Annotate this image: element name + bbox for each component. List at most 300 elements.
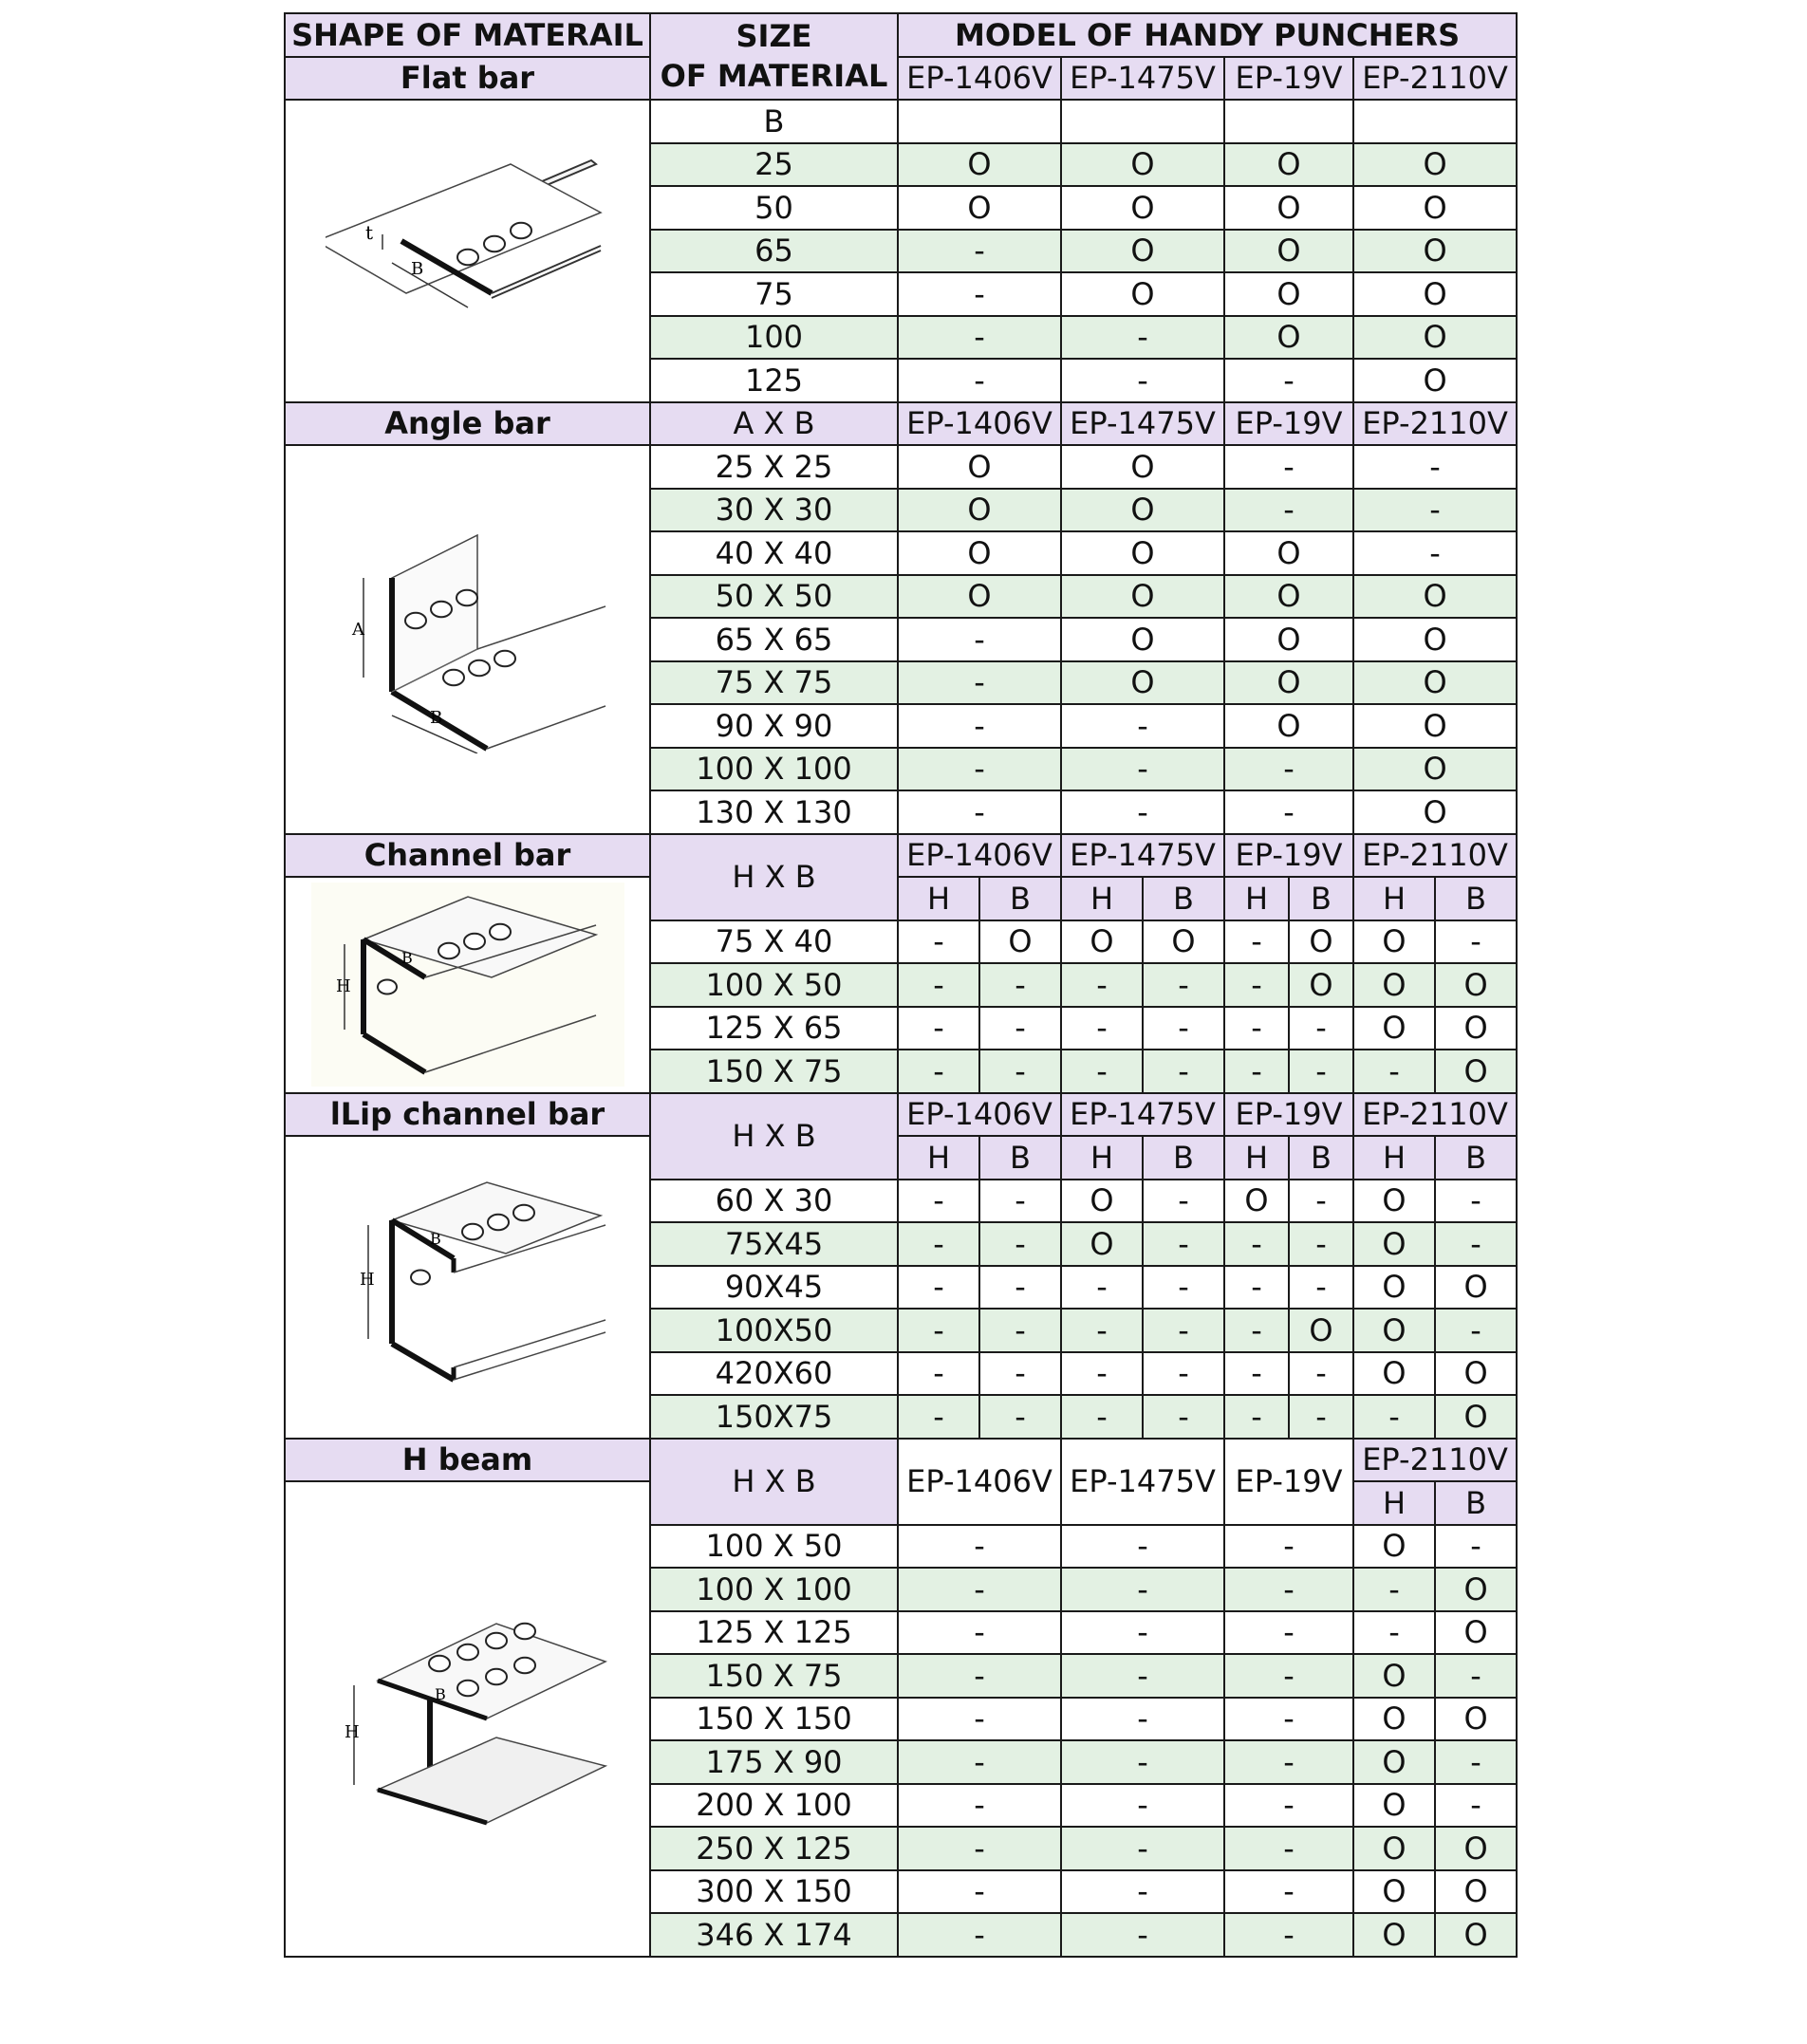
angle-mark-cell: - (1061, 790, 1224, 834)
lip-mark-cell: O (1435, 1266, 1517, 1310)
angle-mark-cell: O (1353, 748, 1517, 791)
flat-mark-cell: - (898, 316, 1061, 360)
lip-mark-cell: - (898, 1352, 979, 1396)
hbeam-mark-cell: - (1061, 1611, 1224, 1655)
channel-h-label: H (335, 976, 351, 997)
angle-mark-cell: O (1061, 489, 1224, 532)
angle-mark-cell: O (1224, 531, 1353, 575)
channel-mark-cell: - (1289, 1050, 1353, 1093)
flat-mark-cell: O (1224, 272, 1353, 316)
hbeam-mark-cell: - (1061, 1913, 1224, 1957)
channel-mark-cell: - (1224, 1007, 1289, 1050)
hbeam-mark-cell: - (1061, 1698, 1224, 1741)
lip-mark-cell: - (898, 1266, 979, 1310)
hbeam-sub-h-header: H (1353, 1481, 1435, 1525)
channel-mark-cell: O (979, 920, 1061, 964)
hbeam-mark-cell: O (1353, 1654, 1435, 1698)
table-row (285, 57, 1517, 101)
hbeam-size-cell: 175 X 90 (650, 1740, 898, 1784)
lip-sub-b-header: B (1289, 1136, 1353, 1180)
lip-sub-b-header: B (1435, 1136, 1517, 1180)
angle-bar-diagram-svg (326, 526, 610, 753)
hbeam-mark-cell: O (1435, 1913, 1517, 1957)
channel-b-label: B (401, 949, 413, 968)
channel-mark-cell: - (1289, 1007, 1353, 1050)
channel-mark-cell: - (1143, 963, 1224, 1007)
angle-mark-cell: O (898, 531, 1061, 575)
angle-mark-cell: - (898, 618, 1061, 661)
flat-mark-cell: O (898, 186, 1061, 230)
empty-cell (1224, 100, 1353, 143)
lip-mark-cell: - (1289, 1180, 1353, 1223)
hbeam-mark-cell: - (898, 1568, 1061, 1611)
angle-mark-cell: O (1061, 575, 1224, 619)
hbeam-mark-cell: - (1061, 1784, 1224, 1828)
hbeam-mark-cell: - (1435, 1740, 1517, 1784)
channel-mark-cell: - (898, 963, 979, 1007)
channel-mark-cell: O (1289, 920, 1353, 964)
hbeam-mark-cell: - (898, 1870, 1061, 1914)
angle-mark-cell: O (1061, 445, 1224, 489)
flat-mark-cell: - (1061, 359, 1224, 402)
flat-model-header: EP-1406V (898, 57, 1061, 101)
lip-mark-cell: - (1143, 1395, 1224, 1439)
channel-mark-cell: O (1353, 1007, 1435, 1050)
lip-mark-cell: - (1143, 1222, 1224, 1266)
flat-size-cell: 125 (650, 359, 898, 402)
hbeam-mark-cell: O (1353, 1784, 1435, 1828)
angle-mark-cell: O (1061, 618, 1224, 661)
channel-mark-cell: O (1353, 963, 1435, 1007)
lip-mark-cell: O (1289, 1309, 1353, 1352)
angle-model-header: EP-1475V (1061, 402, 1224, 446)
flat-mark-cell: - (898, 359, 1061, 402)
channel-mark-cell: O (1435, 1007, 1517, 1050)
lip-mark-cell: - (1224, 1309, 1289, 1352)
lip-size-label: H X B (650, 1093, 898, 1180)
empty-cell (1061, 100, 1224, 143)
hbeam-mark-cell: - (1061, 1827, 1224, 1870)
hbeam-mark-cell: - (1435, 1784, 1517, 1828)
angle-mark-cell: O (1353, 575, 1517, 619)
flat-mark-cell: O (1224, 143, 1353, 187)
lip-model-header: EP-1406V (898, 1093, 1061, 1137)
hbeam-size-cell: 100 X 50 (650, 1525, 898, 1569)
lip-mark-cell: - (1143, 1352, 1224, 1396)
flat-b-label: B (410, 259, 423, 280)
hbeam-mark-cell: - (1061, 1568, 1224, 1611)
lip-mark-cell: - (1224, 1222, 1289, 1266)
hbeam-mark-cell: - (898, 1611, 1061, 1655)
flat-mark-cell: O (1353, 186, 1517, 230)
hbeam-size-cell: 200 X 100 (650, 1784, 898, 1828)
lip-mark-cell: - (1435, 1180, 1517, 1223)
table-row (285, 1093, 1517, 1137)
channel-mark-cell: - (898, 1050, 979, 1093)
angle-mark-cell: - (898, 661, 1061, 705)
angle-mark-cell: O (1353, 790, 1517, 834)
angle-mark-cell: O (898, 445, 1061, 489)
angle-size-label: A X B (650, 402, 898, 446)
lip-channel-bar-diagram-svg (326, 1173, 610, 1401)
table-row (285, 834, 1517, 878)
table-row (285, 877, 1517, 920)
angle-size-cell: 90 X 90 (650, 704, 898, 748)
hbeam-size-cell: 125 X 125 (650, 1611, 898, 1655)
hbeam-mark-cell: O (1435, 1870, 1517, 1914)
channel-bar-diagram (285, 877, 650, 1093)
channel-mark-cell: - (1224, 920, 1289, 964)
lip-mark-cell: - (979, 1222, 1061, 1266)
angle-mark-cell: - (1224, 445, 1353, 489)
lip-mark-cell: O (1224, 1180, 1289, 1223)
hbeam-mark-cell: - (1224, 1654, 1353, 1698)
hbeam-mark-cell: - (1061, 1870, 1224, 1914)
flat-section-title: Flat bar (285, 57, 650, 101)
flat-size-cell: 75 (650, 272, 898, 316)
flat-mark-cell: - (898, 230, 1061, 273)
flat-mark-cell: O (1353, 230, 1517, 273)
channel-mark-cell: - (979, 963, 1061, 1007)
flat-mark-cell: - (1224, 359, 1353, 402)
lip-mark-cell: - (1435, 1309, 1517, 1352)
angle-size-cell: 75 X 75 (650, 661, 898, 705)
lip-mark-cell: - (979, 1352, 1061, 1396)
angle-mark-cell: O (1353, 661, 1517, 705)
channel-sub-b-header: B (1143, 877, 1224, 920)
lip-mark-cell: - (979, 1395, 1061, 1439)
channel-section-title: Channel bar (285, 834, 650, 878)
angle-mark-cell: - (898, 790, 1061, 834)
channel-mark-cell: - (1143, 1050, 1224, 1093)
channel-sub-b-header: B (979, 877, 1061, 920)
hbeam-mark-cell: - (898, 1740, 1061, 1784)
lip-h-label: H (359, 1270, 375, 1291)
angle-size-cell: 30 X 30 (650, 489, 898, 532)
h-beam-diagram-svg (326, 1605, 610, 1832)
empty-cell (898, 100, 1061, 143)
angle-mark-cell: - (1353, 531, 1517, 575)
flat-model-header: EP-2110V (1353, 57, 1517, 101)
hbeam-mark-cell: - (1435, 1654, 1517, 1698)
lip-sub-h-header: H (1061, 1136, 1143, 1180)
channel-size-label: H X B (650, 834, 898, 920)
hbeam-size-cell: 250 X 125 (650, 1827, 898, 1870)
hbeam-mark-cell: - (1224, 1740, 1353, 1784)
lip-mark-cell: - (1289, 1352, 1353, 1396)
channel-sub-b-header: B (1435, 877, 1517, 920)
flat-mark-cell: O (1353, 143, 1517, 187)
models-column-header: MODEL OF HANDY PUNCHERS (898, 13, 1517, 57)
channel-mark-cell: O (1435, 963, 1517, 1007)
lip-mark-cell: - (1061, 1266, 1143, 1310)
hbeam-mark-cell: - (898, 1827, 1061, 1870)
angle-mark-cell: - (1061, 704, 1224, 748)
angle-a-label: A (351, 619, 364, 640)
channel-mark-cell: - (1061, 963, 1143, 1007)
flat-mark-cell: O (1224, 230, 1353, 273)
channel-mark-cell: - (898, 920, 979, 964)
hbeam-sub-b-header: B (1435, 1481, 1517, 1525)
channel-mark-cell: - (1435, 920, 1517, 964)
angle-bar-diagram (285, 445, 650, 834)
lip-mark-cell: O (1435, 1352, 1517, 1396)
lip-mark-cell: - (1224, 1266, 1289, 1310)
lip-size-cell: 150X75 (650, 1395, 898, 1439)
hbeam-mark-cell: - (1224, 1784, 1353, 1828)
angle-model-header: EP-2110V (1353, 402, 1517, 446)
hbeam-size-cell: 150 X 75 (650, 1654, 898, 1698)
channel-mark-cell: - (1224, 963, 1289, 1007)
hbeam-mark-cell: - (1224, 1568, 1353, 1611)
lip-mark-cell: O (1353, 1266, 1435, 1310)
hbeam-mark-cell: - (1224, 1913, 1353, 1957)
hbeam-mark-cell: O (1353, 1698, 1435, 1741)
hbeam-mark-cell: - (898, 1784, 1061, 1828)
angle-mark-cell: O (1353, 618, 1517, 661)
channel-size-cell: 125 X 65 (650, 1007, 898, 1050)
angle-section-title: Angle bar (285, 402, 650, 446)
flat-model-header: EP-1475V (1061, 57, 1224, 101)
channel-mark-cell: O (1061, 920, 1143, 964)
hbeam-size-cell: 346 X 174 (650, 1913, 898, 1957)
angle-model-header: EP-1406V (898, 402, 1061, 446)
hbeam-mark-cell: O (1353, 1740, 1435, 1784)
hbeam-mark-cell: - (1353, 1611, 1435, 1655)
hbeam-model-header: EP-19V (1224, 1439, 1353, 1525)
hbeam-b-label: B (434, 1685, 446, 1704)
channel-sub-h-header: H (1224, 877, 1289, 920)
table-row (285, 1136, 1517, 1180)
angle-size-cell: 130 X 130 (650, 790, 898, 834)
lip-mark-cell: O (1353, 1352, 1435, 1396)
angle-mark-cell: - (1353, 445, 1517, 489)
angle-mark-cell: O (1224, 575, 1353, 619)
empty-cell (1353, 100, 1517, 143)
h-beam-diagram (285, 1481, 650, 1957)
flat-size-cell: 100 (650, 316, 898, 360)
lip-mark-cell: - (1061, 1395, 1143, 1439)
angle-mark-cell: O (1224, 618, 1353, 661)
lip-b-label: B (429, 1230, 441, 1249)
angle-mark-cell: O (1353, 704, 1517, 748)
angle-mark-cell: - (1224, 790, 1353, 834)
lip-mark-cell: - (1061, 1352, 1143, 1396)
shape-column-header: SHAPE OF MATERAIL (285, 13, 650, 57)
angle-model-header: EP-19V (1224, 402, 1353, 446)
flat-mark-cell: O (1061, 186, 1224, 230)
lip-mark-cell: - (1353, 1395, 1435, 1439)
flat-mark-cell: O (898, 143, 1061, 187)
channel-mark-cell: - (1061, 1050, 1143, 1093)
hbeam-mark-cell: - (898, 1654, 1061, 1698)
channel-model-header: EP-2110V (1353, 834, 1517, 878)
lip-sub-b-header: B (1143, 1136, 1224, 1180)
hbeam-model-header: EP-1406V (898, 1439, 1061, 1525)
lip-mark-cell: O (1353, 1309, 1435, 1352)
lip-mark-cell: - (1224, 1352, 1289, 1396)
flat-mark-cell: - (898, 272, 1061, 316)
angle-mark-cell: O (1061, 531, 1224, 575)
hbeam-mark-cell: - (1061, 1525, 1224, 1569)
hbeam-mark-cell: - (898, 1913, 1061, 1957)
lip-mark-cell: - (979, 1309, 1061, 1352)
lip-mark-cell: O (1061, 1180, 1143, 1223)
hbeam-mark-cell: O (1353, 1913, 1435, 1957)
channel-mark-cell: O (1353, 920, 1435, 964)
lip-sub-h-header: H (1353, 1136, 1435, 1180)
hbeam-model-header: EP-2110V (1353, 1439, 1517, 1482)
lip-bar-diagram (285, 1136, 650, 1439)
channel-mark-cell: - (1353, 1050, 1435, 1093)
lip-section-title: lLip channel bar (285, 1093, 650, 1137)
channel-size-cell: 150 X 75 (650, 1050, 898, 1093)
channel-mark-cell: O (1289, 963, 1353, 1007)
angle-mark-cell: O (898, 489, 1061, 532)
hbeam-section-title: H beam (285, 1439, 650, 1482)
angle-size-cell: 40 X 40 (650, 531, 898, 575)
lip-mark-cell: - (898, 1180, 979, 1223)
flat-mark-cell: O (1224, 186, 1353, 230)
flat-mark-cell: O (1353, 316, 1517, 360)
lip-sub-h-header: H (1224, 1136, 1289, 1180)
lip-mark-cell: - (1143, 1309, 1224, 1352)
channel-bar-diagram-svg (311, 883, 624, 1087)
angle-mark-cell: - (1061, 748, 1224, 791)
flat-size-cell: 25 (650, 143, 898, 187)
flat-mark-cell: - (1061, 316, 1224, 360)
table-row (285, 1439, 1517, 1482)
channel-mark-cell: - (979, 1050, 1061, 1093)
channel-sub-b-header: B (1289, 877, 1353, 920)
angle-mark-cell: O (1224, 661, 1353, 705)
angle-mark-cell: O (1061, 661, 1224, 705)
angle-size-cell: 65 X 65 (650, 618, 898, 661)
channel-mark-cell: - (1224, 1050, 1289, 1093)
lip-sub-b-header: B (979, 1136, 1061, 1180)
lip-sub-h-header: H (898, 1136, 979, 1180)
size-header-line1: SIZE (736, 17, 812, 54)
hbeam-mark-cell: - (1224, 1611, 1353, 1655)
hbeam-mark-cell: - (1435, 1525, 1517, 1569)
angle-mark-cell: O (898, 575, 1061, 619)
hbeam-model-header: EP-1475V (1061, 1439, 1224, 1525)
lip-model-header: EP-2110V (1353, 1093, 1517, 1137)
hbeam-size-cell: 150 X 150 (650, 1698, 898, 1741)
channel-mark-cell: O (1435, 1050, 1517, 1093)
hbeam-size-cell: 300 X 150 (650, 1870, 898, 1914)
table-row (285, 445, 1517, 489)
lip-mark-cell: - (1289, 1395, 1353, 1439)
flat-mark-cell: O (1353, 272, 1517, 316)
hbeam-mark-cell: - (898, 1698, 1061, 1741)
channel-model-header: EP-1475V (1061, 834, 1224, 878)
flat-mark-cell: O (1353, 359, 1517, 402)
hbeam-mark-cell: O (1353, 1525, 1435, 1569)
lip-mark-cell: - (1435, 1222, 1517, 1266)
hbeam-mark-cell: O (1353, 1827, 1435, 1870)
lip-size-cell: 420X60 (650, 1352, 898, 1396)
table-row (285, 402, 1517, 446)
lip-model-header: EP-19V (1224, 1093, 1353, 1137)
channel-mark-cell: O (1143, 920, 1224, 964)
channel-sub-h-header: H (898, 877, 979, 920)
table-row (285, 100, 1517, 143)
angle-mark-cell: - (1224, 748, 1353, 791)
lip-mark-cell: - (1224, 1395, 1289, 1439)
channel-size-cell: 100 X 50 (650, 963, 898, 1007)
hbeam-mark-cell: - (1224, 1698, 1353, 1741)
lip-model-header: EP-1475V (1061, 1093, 1224, 1137)
channel-mark-cell: - (898, 1007, 979, 1050)
angle-b-label: B (429, 707, 442, 728)
hbeam-mark-cell: - (1353, 1568, 1435, 1611)
lip-mark-cell: - (1289, 1222, 1353, 1266)
hbeam-h-label: H (344, 1722, 360, 1743)
lip-mark-cell: - (898, 1222, 979, 1266)
lip-mark-cell: - (979, 1180, 1061, 1223)
lip-size-cell: 60 X 30 (650, 1180, 898, 1223)
hbeam-mark-cell: O (1435, 1827, 1517, 1870)
channel-model-header: EP-1406V (898, 834, 1061, 878)
flat-size-cell: 65 (650, 230, 898, 273)
hbeam-mark-cell: - (1224, 1525, 1353, 1569)
channel-mark-cell: - (1061, 1007, 1143, 1050)
hbeam-size-cell: 100 X 100 (650, 1568, 898, 1611)
channel-sub-h-header: H (1353, 877, 1435, 920)
hbeam-size-label: H X B (650, 1439, 898, 1525)
flat-size-cell: 50 (650, 186, 898, 230)
lip-mark-cell: - (898, 1309, 979, 1352)
angle-mark-cell: - (1353, 489, 1517, 532)
lip-mark-cell: - (898, 1395, 979, 1439)
lip-mark-cell: O (1353, 1222, 1435, 1266)
flat-mark-cell: O (1061, 143, 1224, 187)
channel-sub-h-header: H (1061, 877, 1143, 920)
lip-mark-cell: O (1353, 1180, 1435, 1223)
flat-mark-cell: O (1224, 316, 1353, 360)
angle-mark-cell: - (1224, 489, 1353, 532)
lip-mark-cell: O (1435, 1395, 1517, 1439)
hbeam-mark-cell: O (1353, 1870, 1435, 1914)
lip-size-cell: 90X45 (650, 1266, 898, 1310)
hbeam-mark-cell: - (1061, 1740, 1224, 1784)
flat-model-header: EP-19V (1224, 57, 1353, 101)
hbeam-mark-cell: - (898, 1525, 1061, 1569)
flat-mark-cell: O (1061, 272, 1224, 316)
channel-mark-cell: - (1143, 1007, 1224, 1050)
hbeam-mark-cell: - (1061, 1654, 1224, 1698)
lip-mark-cell: - (1061, 1309, 1143, 1352)
hbeam-mark-cell: O (1435, 1568, 1517, 1611)
lip-size-cell: 75X45 (650, 1222, 898, 1266)
lip-mark-cell: - (979, 1266, 1061, 1310)
hbeam-mark-cell: - (1224, 1827, 1353, 1870)
size-header-line2: OF MATERIAL (660, 57, 888, 94)
channel-mark-cell: - (979, 1007, 1061, 1050)
angle-mark-cell: - (898, 748, 1061, 791)
hbeam-mark-cell: - (1224, 1870, 1353, 1914)
flat-size-label: B (650, 100, 898, 143)
lip-mark-cell: - (1289, 1266, 1353, 1310)
channel-size-cell: 75 X 40 (650, 920, 898, 964)
angle-mark-cell: O (1224, 704, 1353, 748)
flat-t-label: t (364, 221, 373, 245)
punch-compatibility-table (284, 12, 1518, 1958)
angle-size-cell: 25 X 25 (650, 445, 898, 489)
flat-mark-cell: O (1061, 230, 1224, 273)
angle-size-cell: 100 X 100 (650, 748, 898, 791)
